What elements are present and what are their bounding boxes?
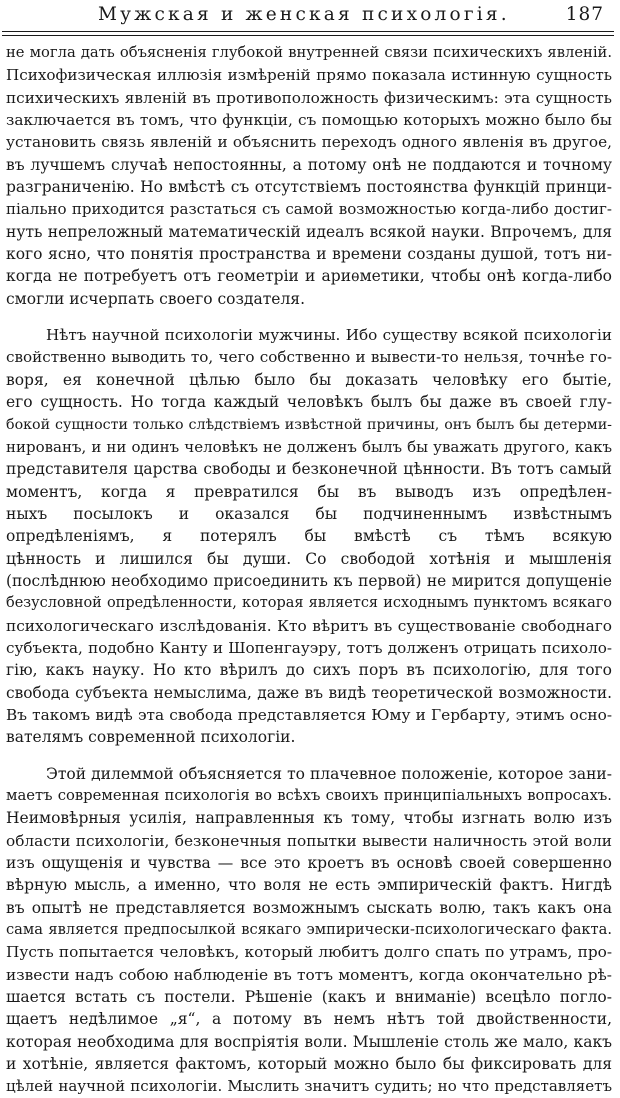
text-line: ныхъ посылокъ и оказался бы подчиненнымъ извѣстнымъ [6,504,612,523]
text-line: маетъ современная психологія во всѣхъ своихъ принципіальныхъ вопросахъ. [6,787,612,804]
body-text [6,42,612,1098]
text-line: заключается въ томъ, что функціи, съ помощью которыхъ можно было бы [6,111,612,130]
text-line: щаетъ недѣлимое „я“, а потому въ немъ нѣтъ той двойственности, [6,1010,612,1029]
page-header [0,2,620,32]
text-line: моментъ, когда я превратился бы въ выводъ изъ опредѣлен- [6,482,612,501]
text-line: разграниченію. Но вмѣстѣ съ отсутствіемъ постоянства функцій принци- [6,178,612,197]
text-line: представителя царства свободы и безконечной цѣнности. Въ тотъ самый [6,460,612,479]
text-line: установить связь явленій и объяснить переходъ одного явленія въ другое, [6,133,612,152]
text-line: свойственно выводить то, чего собственно и вывести-то нельзя, точнѣе го- [6,348,612,367]
text-line: (послѣднюю необходимо присоединить къ первой) не мирится допущеніе [6,571,612,590]
text-line: кого ясно, что понятія пространства и времени созданы душой, тотъ ни- [6,245,612,264]
text-line: смогли исчерпать своего создателя. [6,289,306,308]
text-line: психическихъ явленій въ противоположность физическимъ: эта сущность [6,88,612,107]
paragraph-2 [6,324,612,749]
text-line: которая необходима для воспріятія воли. Мышленіе столь же мало, какъ [6,1032,612,1051]
text-line: вателямъ современной психологіи. [6,728,296,747]
text-line: піально приходится разстаться съ самой возможностью когда-либо достиг- [6,200,612,219]
text-line: извести надъ собою наблюденіе въ тотъ моментъ, когда окончательно рѣ- [6,965,612,984]
text-line: цѣлей научной психологіи. Мыслить значитъ судить; но что представляетъ [6,1077,612,1096]
page-number: 187 [565,4,604,25]
paragraph-1 [6,42,612,310]
text-line: вѣрную мысль, а именно, что воля не есть эмпирическій фактъ. Нигдѣ [6,876,612,895]
text-line: Въ такомъ видѣ эта свобода представляется Юму и Гербарту, этимъ осно- [6,705,612,724]
text-line: не могла дать объясненія глубокой внутренней связи психическихъ явленій. [6,44,612,61]
header-rule-thick [2,31,614,32]
paragraph-3 [6,763,612,1098]
text-line: воря, ея конечной цѣлью было бы доказать человѣку его бытіе, [6,370,612,389]
running-title: Мужская и женская психологія. [98,4,510,25]
text-line: нуть непреложный математическій идеалъ всякой науки. Впрочемъ, для [6,222,612,241]
text-line: его сущность. Но тогда каждый человѣкъ былъ бы даже въ своей глу- [6,393,612,412]
text-line: Нѣтъ научной психологіи мужчины. Ибо существу всякой психологіи [46,326,612,345]
text-line: въ лучшемъ случаѣ непостоянны, а потому онѣ не поддаются и точному [6,155,612,174]
text-line: Пусть попытается человѣкъ, который любитъ долго спать по утрамъ, про- [6,943,612,962]
text-line: свобода субъекта немыслима, даже въ видѣ теоретической возможности. [6,683,612,702]
text-line: опредѣленіямъ, я потерялъ бы вмѣстѣ съ тѣмъ всякую [6,527,612,546]
text-line: когда не потребуетъ отъ геометріи и ариѳметики, чтобы онѣ когда-либо [6,267,612,286]
text-line: цѣнность и лишился бы души. Со свободой хотѣнія и мышленія [6,549,612,568]
text-line: сама является предпосылкой всякаго эмпирически-психологическаго факта. [6,921,612,939]
text-line: и хотѣніе, является фактомъ, который можно было бы фиксировать для [6,1055,612,1074]
text-line: психологическаго изслѣдованія. Кто вѣритъ въ существованіе свободнаго [6,616,612,635]
text-line: безусловной опредѣленности, которая является исходнымъ пунктомъ всякаго [6,595,612,612]
text-line: въ опытѣ не представляется возможнымъ сыскать волю, такъ какъ она [6,898,612,917]
text-line: изъ ощущенія и чувства — все это кроетъ въ основѣ своей совершенно [6,854,612,873]
text-line: нированъ, и ни одинъ человѣкъ не долженъ былъ бы уважать другого, какъ [6,437,612,456]
text-line: бокой сущности только слѣдствіемъ извѣстной причины, онъ былъ бы детерми- [6,416,612,433]
text-line: гію, какъ науку. Но кто вѣрилъ до сихъ поръ въ психологію, для того [6,661,612,680]
text-line: Психофизическая иллюзія измѣреній прямо показала истинную сущность [6,66,612,85]
header-rule-thin [2,35,614,36]
text-line: субъекта, подобно Канту и Шопенгауэру, тотъ долженъ отрицать психоло- [6,638,612,657]
text-line: шается встать съ постели. Рѣшеніе (какъ и вниманіе) всецѣло погло- [6,988,612,1007]
text-line: Неимовѣрныя усилія, направленныя къ тому, чтобы изгнать волю изъ [6,809,612,828]
text-line: области психологіи, безконечныя попытки вывести наличность этой воли [6,831,612,850]
text-line: Этой дилеммой объясняется то плачевное положеніе, которое зани- [46,764,612,783]
